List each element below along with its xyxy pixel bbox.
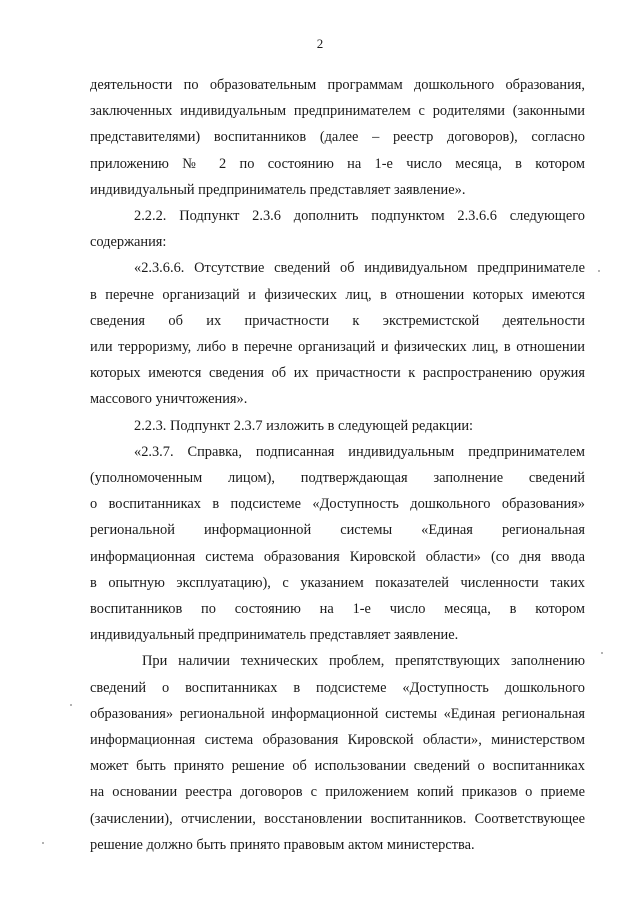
text-line: (уполномоченным лицом), подтверждающая заполнение сведений	[90, 470, 585, 487]
paragraph-2-3-7	[90, 439, 585, 649]
text-line: о воспитанниках в подсистеме «Доступность дошкольного образования»	[90, 496, 585, 513]
paragraph-2-2-2	[90, 203, 585, 255]
text-line: индивидуальный предприниматель представляет заявление».	[90, 181, 466, 198]
text-line: индивидуальный предприниматель представляет заявление.	[90, 627, 459, 644]
text-line: образования» региональной информационной системы «Единая региональная	[90, 705, 585, 722]
text-line: региональной информационной системы «Единая региональная	[90, 522, 585, 539]
text-line: 2.2.2. Подпункт 2.3.6 дополнить подпунктом 2.3.6.6 следующего	[134, 208, 585, 225]
text-line: сведения об их причастности к экстремистской деятельности	[90, 312, 585, 329]
text-line: решение должно быть принято правовым актом министерства.	[90, 836, 475, 853]
text-line: в опытную эксплуатацию), с указанием показателей численности таких	[90, 574, 585, 591]
text-line: заключенных индивидуальным предпринимателем с родителями (законными	[90, 103, 585, 120]
text-line: или терроризму, либо в перечне организаций и физических лиц, в отношении	[90, 339, 585, 356]
text-line: (зачислении), отчислении, восстановлении воспитанников. Соответствующее	[90, 810, 585, 827]
text-line: сведений о воспитанниках в подсистеме «Доступность дошкольного	[90, 679, 585, 696]
text-line: «2.3.7. Справка, подписанная индивидуальным предпринимателем	[134, 443, 585, 460]
document-body	[90, 72, 585, 858]
text-line: приложению № 2 по состоянию на 1-е число месяца, в котором	[90, 155, 585, 172]
text-line: «2.3.6.6. Отсутствие сведений об индивидуальном предпринимателе	[134, 260, 585, 277]
scan-speck	[42, 842, 44, 844]
text-line: которых имеются сведения об их причастности к распространению оружия	[90, 365, 585, 382]
text-line: При наличии технических проблем, препятствующих заполнению	[142, 653, 585, 670]
scan-speck	[598, 270, 600, 272]
text-line: 2.2.3. Подпункт 2.3.7 изложить в следующей редакции:	[134, 417, 474, 434]
text-line: воспитанников по состоянию на 1-е число месяца, в котором	[90, 601, 585, 618]
text-line: содержания:	[90, 234, 167, 251]
text-line: массового уничтожения».	[90, 391, 248, 408]
paragraph-2-3-6-6	[90, 255, 585, 412]
scan-speck	[70, 704, 72, 706]
text-line: информационная система образования Кировской области», министерством	[90, 732, 585, 749]
text-line: информационная система образования Кировской области» (со дня ввода	[90, 548, 585, 565]
text-line: может быть принято решение об использовании сведений о воспитанниках	[90, 758, 585, 775]
text-line: представителями) воспитанников (далее – реестр договоров), согласно	[90, 129, 585, 146]
paragraph-continuation	[90, 72, 585, 203]
scan-speck	[601, 652, 603, 654]
paragraph-2-2-3	[90, 413, 585, 439]
text-line: деятельности по образовательным программам дошкольного образования,	[90, 77, 585, 93]
page-number: 2	[316, 36, 324, 51]
text-line: в перечне организаций и физических лиц, в отношении которых имеются	[90, 286, 585, 303]
paragraph-technical-problems	[90, 648, 585, 858]
text-line: на основании реестра договоров с приложением копий приказов о приеме	[90, 784, 585, 801]
